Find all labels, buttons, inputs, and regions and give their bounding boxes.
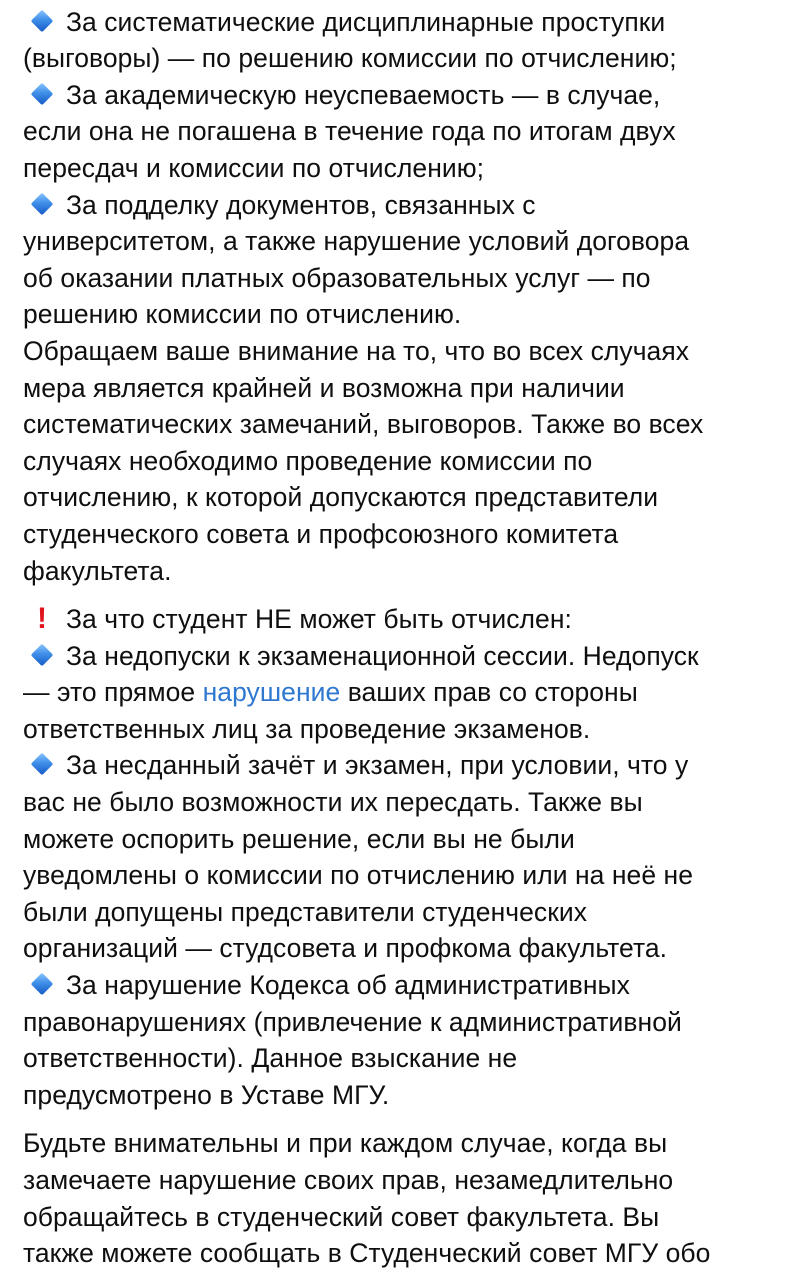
violation-link[interactable]: нарушение bbox=[202, 677, 341, 708]
blue-diamond-icon bbox=[31, 83, 53, 105]
expulsion-reasons-list bbox=[23, 4, 773, 333]
notice-paragraph: Обращаем ваше внимание на то, что во всех случаях мера является крайней и возможна при наличии систематических замечаний, выговоров. Также во всех случаях необходимо проведение комиссии по отчислению, к которой допускаются представители студенческого совета и профсоюзного комитета факультета. bbox=[23, 335, 704, 586]
blue-diamond-icon bbox=[31, 973, 53, 995]
blue-diamond-icon bbox=[31, 753, 53, 775]
blue-diamond-icon bbox=[31, 10, 53, 32]
list-item: За академическую неуспеваемость — в случае, если она не погашена в течение года по итогам двух пересдач и комиссии по отчислению; bbox=[23, 79, 676, 183]
blue-diamond-icon bbox=[31, 193, 53, 215]
list-item: За недопуски к экзаменационной сессии. Недопуск — это прямое нарушение ваших прав со стороны ответственных лиц за проведение экзаменов. bbox=[23, 640, 699, 744]
not-expelled-section bbox=[23, 601, 773, 1113]
section-heading: ! За что студент НЕ может быть отчислен: bbox=[23, 601, 773, 638]
blue-diamond-icon bbox=[31, 644, 53, 666]
closing-paragraph: Будьте внимательны и при каждом случае, когда вы замечаете нарушение своих прав, незамедлительно обращайтесь в студенческий совет факультета. Вы также можете сообщать в Студенческий совет МГУ обо bbox=[23, 1128, 711, 1269]
list-item: За подделку документов, связанных с университетом, а также нарушение условий договора об оказании платных образовательных услуг — по решению комиссии по отчислению. bbox=[23, 189, 690, 330]
list-item: За систематические дисциплинарные проступки (выговоры) — по решению комиссии по отчислению; bbox=[23, 6, 677, 74]
red-exclamation-icon: ! bbox=[36, 602, 48, 636]
list-item: За несданный зачёт и экзамен, при условии, что у вас не было возможности их пересдать. Также вы можете оспорить решение, если вы не были уведомлены о комиссии по отчислению или на неё не были допущены представители студенческих организаций — студсовета и профкома факультета. bbox=[23, 750, 694, 964]
list-item: За нарушение Кодекса об административных правонарушениях (привлечение к административной ответственности). Данное взыскание не предусмотрено в Уставе МГУ. bbox=[23, 970, 682, 1110]
message-text bbox=[23, 0, 773, 1272]
